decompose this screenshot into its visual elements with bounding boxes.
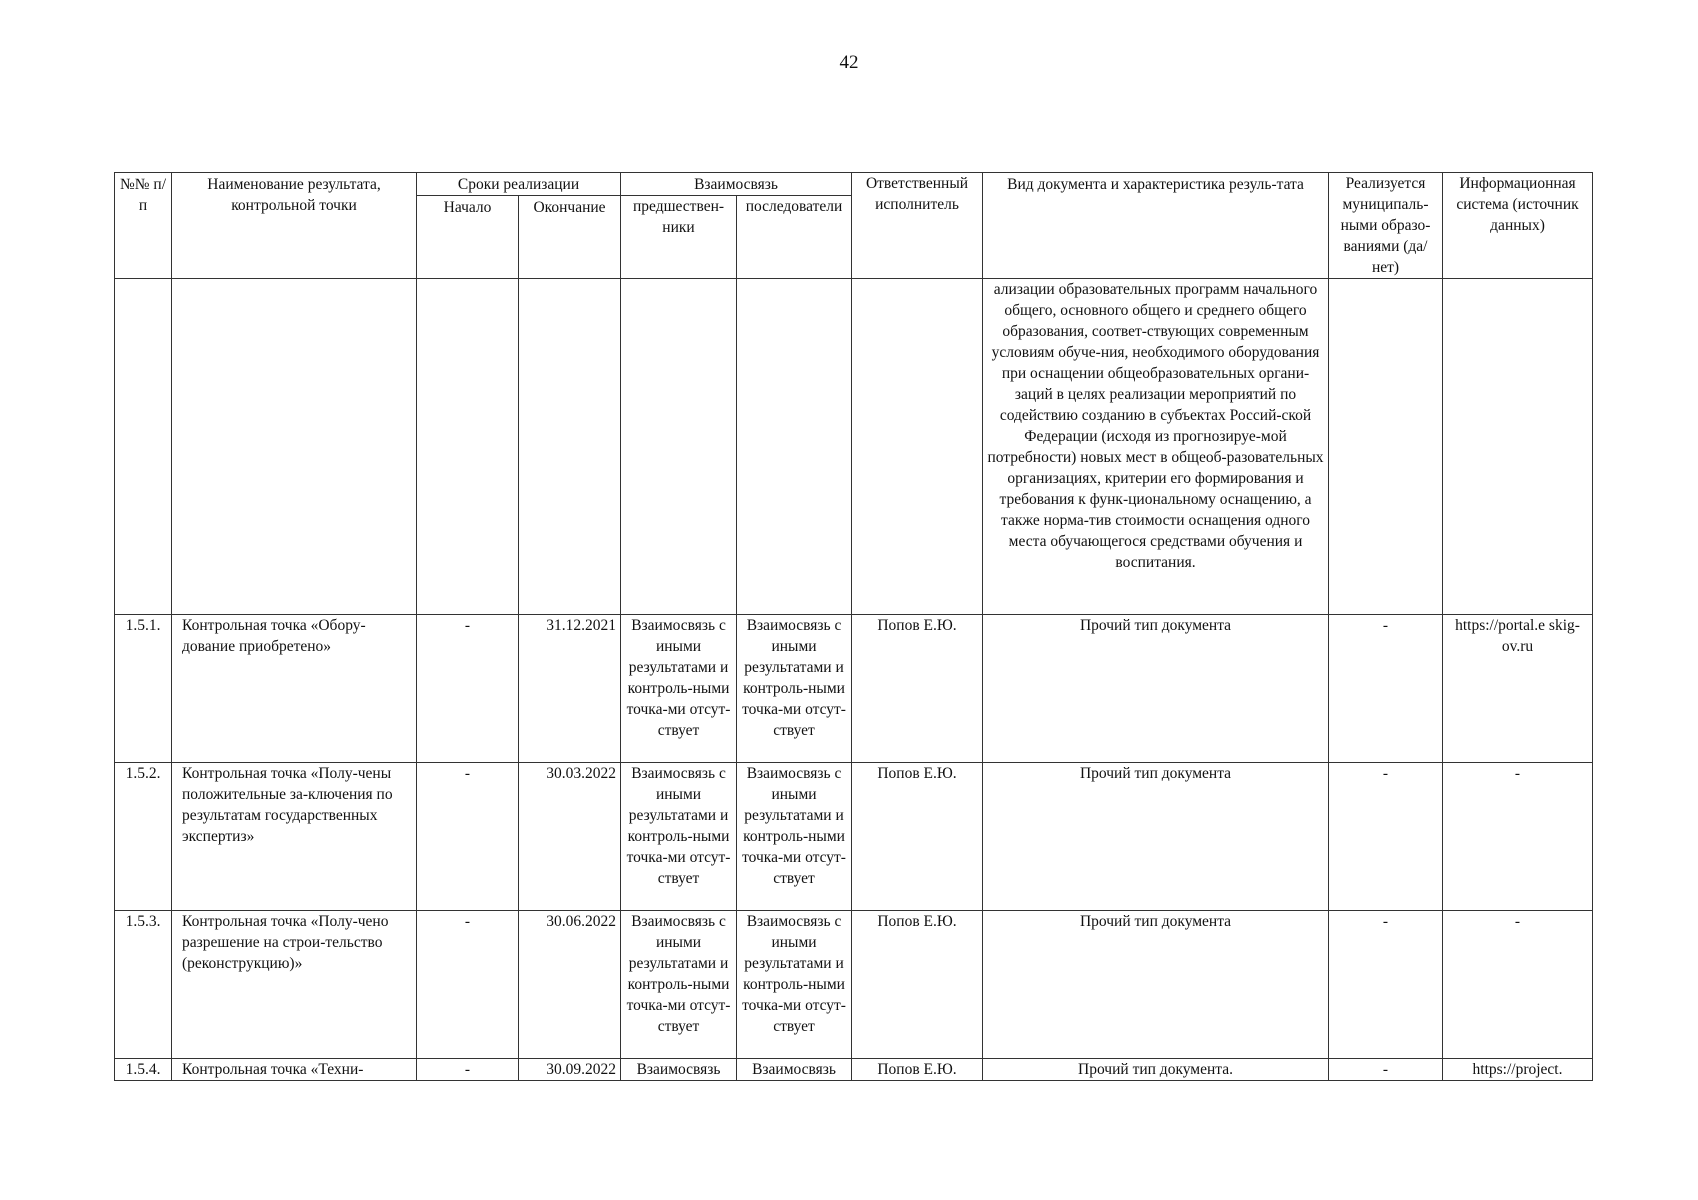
header-start: Начало xyxy=(417,196,519,279)
row-start: - xyxy=(417,615,519,763)
row-end: 30.06.2022 xyxy=(519,911,621,1059)
row-info-system: - xyxy=(1443,911,1593,1059)
row-doc-type: Прочий тип документа. xyxy=(983,1059,1329,1081)
row-doc-type: Прочий тип документа xyxy=(983,911,1329,1059)
row-info-system: - xyxy=(1443,763,1593,911)
row-info-system: https://portal.e skig-ov.ru xyxy=(1443,615,1593,763)
header-successors: последователи xyxy=(737,196,852,279)
row-municipal: - xyxy=(1329,615,1443,763)
row-end: 30.09.2022 xyxy=(519,1059,621,1081)
header-municipal: Реализуется муниципаль-ными образо-ваниями (да/нет) xyxy=(1329,173,1443,279)
control-points-table xyxy=(114,172,1593,1081)
row-name: Контрольная точка «Обору-дование приобретено» xyxy=(172,615,417,763)
row-predecessors: Взаимосвязь с иными результатами и контроль-ными точка-ми отсут-ствует xyxy=(621,615,737,763)
header-doc-type: Вид документа и характеристика резуль-тата xyxy=(983,173,1329,279)
row-num: 1.5.3. xyxy=(115,911,172,1059)
header-num: №№ п/п xyxy=(115,173,172,279)
row-successors: Взаимосвязь с иными результатами и контроль-ными точка-ми отсут-ствует xyxy=(737,615,852,763)
row-responsible: Попов Е.Ю. xyxy=(852,763,983,911)
row-predecessors: Взаимосвязь с иными результатами и контроль-ными точка-ми отсут-ствует xyxy=(621,911,737,1059)
table-row xyxy=(115,763,1593,911)
row-predecessors: Взаимосвязь с иными результатами и контроль-ными точка-ми отсут-ствует xyxy=(621,763,737,911)
row-responsible: Попов Е.Ю. xyxy=(852,1059,983,1081)
row-start: - xyxy=(417,763,519,911)
page-number: 42 xyxy=(839,52,859,73)
row-responsible: Попов Е.Ю. xyxy=(852,615,983,763)
row-municipal: - xyxy=(1329,1059,1443,1081)
row-predecessors: Взаимосвязь xyxy=(621,1059,737,1081)
row-successors: Взаимосвязь с иными результатами и контроль-ными точка-ми отсут-ствует xyxy=(737,911,852,1059)
row-end: 31.12.2021 xyxy=(519,615,621,763)
table-row xyxy=(115,1059,1593,1081)
row-municipal: - xyxy=(1329,911,1443,1059)
header-predecessors: предшествен-ники xyxy=(621,196,737,279)
table-row xyxy=(115,911,1593,1059)
row-municipal: - xyxy=(1329,763,1443,911)
header-info-system: Информационная система (источник данных) xyxy=(1443,173,1593,279)
header-name: Наименование результата, контрольной точки xyxy=(172,173,417,279)
row-doc-type: Прочий тип документа xyxy=(983,615,1329,763)
row-name: Контрольная точка «Полу-чены положительные за-ключения по результатам государственных экспертиз» xyxy=(172,763,417,911)
row-info-system: https://project. xyxy=(1443,1059,1593,1081)
header-relation: Взаимосвязь xyxy=(621,173,852,196)
header-end: Окончание xyxy=(519,196,621,279)
row-start: - xyxy=(417,1059,519,1081)
continuation-row xyxy=(115,279,1593,615)
header-responsible: Ответственный исполнитель xyxy=(852,173,983,279)
header-terms: Сроки реализации xyxy=(417,173,621,196)
row-num: 1.5.2. xyxy=(115,763,172,911)
row-name: Контрольная точка «Полу-чено разрешение на строи-тельство (реконструкцию)» xyxy=(172,911,417,1059)
row-successors: Взаимосвязь с иными результатами и контроль-ными точка-ми отсут-ствует xyxy=(737,763,852,911)
row-responsible: Попов Е.Ю. xyxy=(852,911,983,1059)
row-num: 1.5.1. xyxy=(115,615,172,763)
row-successors: Взаимосвязь xyxy=(737,1059,852,1081)
table-header xyxy=(115,173,1593,279)
row-end: 30.03.2022 xyxy=(519,763,621,911)
row-name: Контрольная точка «Техни- xyxy=(172,1059,417,1081)
continuation-description: ализации образовательных программ начального общего, основного общего и среднего общего образования, соответ-ствующих современным условиям обуче-ния, необходимого оборудования при оснащении общеобразовательных органи-заций в целях реализации мероприятий по содействию созданию в субъектах Россий-ской Федерации (исходя из прогнозируе-мой потребности) новых мест в общеоб-разовательных организациях, критерии его формирования и требования к функ-циональному оснащению, а также норма-тив стоимости оснащения одного места обучающегося средствами обучения и воспитания. xyxy=(983,279,1329,615)
row-num: 1.5.4. xyxy=(115,1059,172,1081)
table-row xyxy=(115,615,1593,763)
row-doc-type: Прочий тип документа xyxy=(983,763,1329,911)
row-start: - xyxy=(417,911,519,1059)
